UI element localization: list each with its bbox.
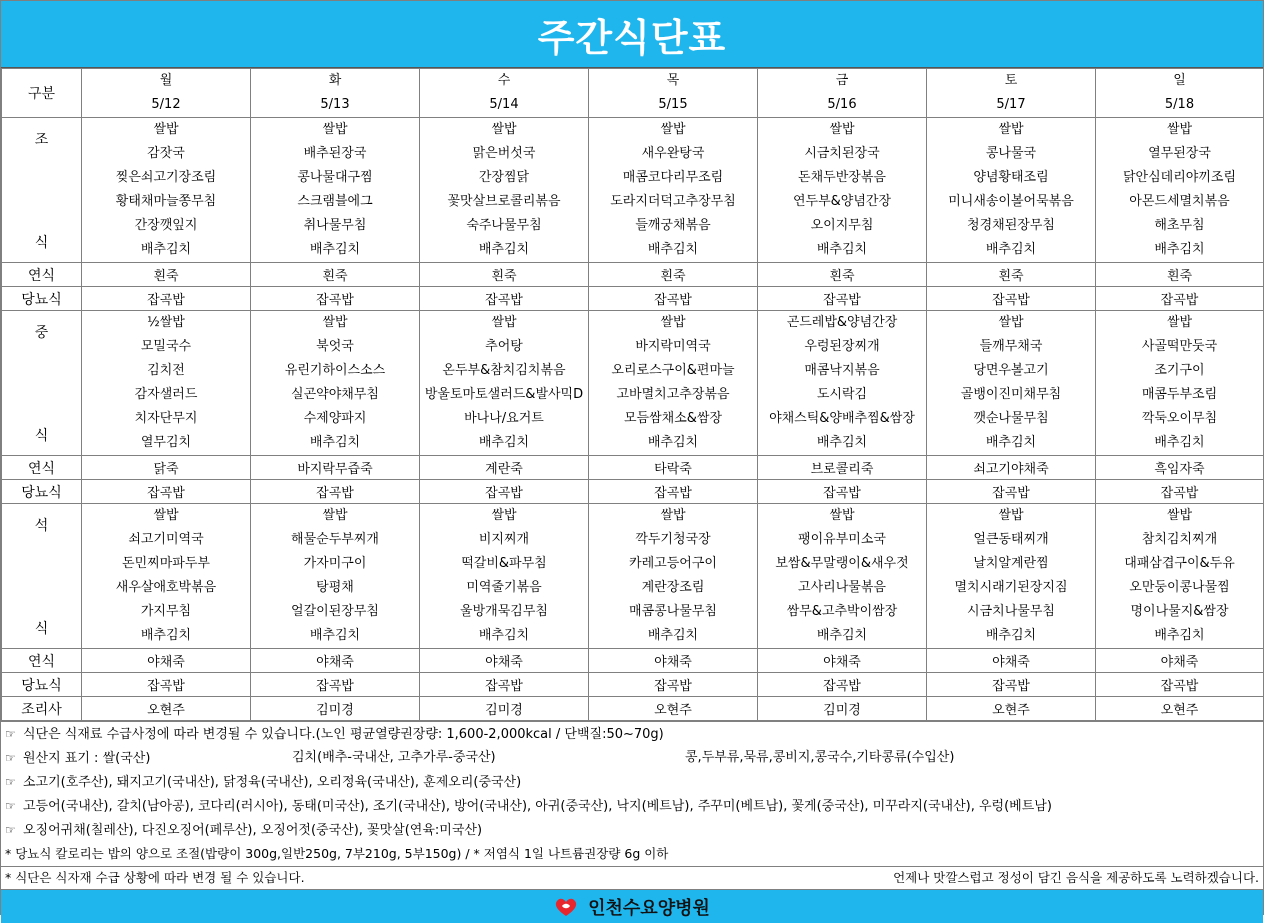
menu-item: 배추김치 <box>309 242 361 257</box>
menu-item: 돈채두반장볶음 <box>798 170 886 185</box>
note-text: 김치(배추-국내산, 고추가루-중국산) <box>292 750 496 765</box>
menu-item: 수제양파지 <box>303 411 367 426</box>
menu-item: 새우살애호박볶음 <box>115 580 217 595</box>
menu-item: 배추김치 <box>478 435 530 450</box>
menu-item: 깍둑오이무침 <box>1141 411 1218 426</box>
menu-cell <box>82 311 251 456</box>
day-date: 5/16 <box>827 97 857 112</box>
menu-item: 배추김치 <box>985 628 1037 643</box>
pointing-hand-icon: ☞ <box>5 799 16 813</box>
menu-cell <box>251 504 420 649</box>
day-header <box>927 69 1096 118</box>
menu-cell <box>927 118 1096 263</box>
breakfast-soft-row <box>2 263 1264 287</box>
meal-label-bottom: 식 <box>34 620 49 637</box>
menu-item: 황태채마늘쫑무침 <box>115 194 217 209</box>
breakfast-label <box>2 118 82 263</box>
menu-item: 쌀밥 <box>153 122 179 137</box>
diabetic-diet-item: 잡곡밥 <box>758 287 927 311</box>
meal-label-bottom: 식 <box>34 234 49 251</box>
menu-item: 대패삼겹구이&두유 <box>1124 556 1235 571</box>
note-row <box>1 794 1263 818</box>
day-header <box>82 69 251 118</box>
day-header <box>1096 69 1264 118</box>
pointing-hand-icon: ☞ <box>5 775 16 789</box>
diabetic-diet-item: 잡곡밥 <box>420 673 589 697</box>
diabetic-diet-item: 잡곡밥 <box>82 480 251 504</box>
menu-cell <box>927 504 1096 649</box>
menu-table <box>1 68 1264 721</box>
category-header: 구분 <box>2 69 82 118</box>
lunch-soft-row <box>2 456 1264 480</box>
menu-item: 배추김치 <box>309 435 361 450</box>
diabetic-diet-item: 잡곡밥 <box>758 480 927 504</box>
menu-item: 깻순나물무침 <box>973 411 1049 426</box>
cook-name: 오현주 <box>927 697 1096 721</box>
note-row <box>1 818 1263 842</box>
menu-item: 청경채된장무침 <box>967 218 1055 233</box>
menu-item: 우렁된장찌개 <box>804 339 880 354</box>
menu-cell <box>251 311 420 456</box>
menu-item: 가지무침 <box>140 604 192 619</box>
menu-item: 해물순두부찌개 <box>291 532 379 547</box>
diabetic-diet-label: 당뇨식 <box>2 480 82 504</box>
menu-item: 치자단무지 <box>134 411 198 426</box>
menu-item: 쌀밥 <box>491 508 517 523</box>
menu-item: 배추김치 <box>647 242 699 257</box>
cook-name: 김미경 <box>758 697 927 721</box>
menu-item: 배추김치 <box>140 628 192 643</box>
pointing-hand-icon: ☞ <box>5 727 16 741</box>
menu-item: 떡갈비&파무침 <box>461 556 547 571</box>
menu-item: 팽이유부미소국 <box>798 532 886 547</box>
diabetic-diet-item: 잡곡밥 <box>927 673 1096 697</box>
menu-item: 들깨무채국 <box>979 339 1043 354</box>
day-header <box>251 69 420 118</box>
diabetic-diet-item: 잡곡밥 <box>1096 287 1264 311</box>
menu-item: 쌀밥 <box>322 508 348 523</box>
footer-row <box>1 866 1263 890</box>
menu-cell <box>758 504 927 649</box>
menu-cell <box>1096 118 1264 263</box>
menu-cell <box>758 118 927 263</box>
breakfast-row <box>2 118 1264 263</box>
menu-item: 오만둥이콩나물찜 <box>1129 580 1230 595</box>
soft-diet-item: 쇠고기야채죽 <box>927 456 1096 480</box>
soft-diet-item: 브로콜리죽 <box>758 456 927 480</box>
footer-right-text: 언제나 맛깔스럽고 정성이 담긴 음식을 제공하도록 노력하겠습니다. <box>893 870 1259 885</box>
menu-item: 배추김치 <box>1154 242 1205 257</box>
cook-label: 조리사 <box>2 697 82 721</box>
menu-item: 감잣국 <box>147 146 185 161</box>
soft-diet-item: 야채죽 <box>1096 649 1264 673</box>
diabetic-diet-label: 당뇨식 <box>2 287 82 311</box>
dinner-label <box>2 504 82 649</box>
note-text: * 당뇨식 칼로리는 밥의 양으로 조절(밥량이 300g,일반250g, 7부210g, 5부150g) / * 저염식 1일 나트륨권장량 6g 이하 <box>5 846 669 861</box>
note-text: 고등어(국내산), 갈치(남아공), 코다리(러시아), 동태(미국산), 조기(국내산), 방어(국내산), 아귀(중국산), 낙지(베트남), 주꾸미(베트남), 꽃게(중국산), 미꾸라지(국내산), 우렁(베트남) <box>23 799 1052 814</box>
menu-item: 곤드레밥&양념간장 <box>786 315 898 330</box>
menu-item: 콩나물국 <box>985 146 1037 161</box>
soft-diet-item: 야채죽 <box>589 649 758 673</box>
menu-item: 들깨궁채볶음 <box>635 218 711 233</box>
menu-item: 배추김치 <box>1154 628 1205 643</box>
menu-item: 간장찜닭 <box>478 170 530 185</box>
menu-cell <box>1096 311 1264 456</box>
menu-item: 시금치나물무침 <box>967 604 1055 619</box>
menu-item: 연두부&양념간장 <box>792 194 892 209</box>
menu-item: 사골떡만둣국 <box>1141 339 1218 354</box>
day-date: 5/18 <box>1164 97 1195 112</box>
menu-item: 쌀밥 <box>1166 315 1193 330</box>
diabetic-diet-item: 잡곡밥 <box>758 673 927 697</box>
menu-item: 깍두기청국장 <box>635 532 711 547</box>
day-name: 토 <box>1004 73 1018 88</box>
cook-row <box>2 697 1264 721</box>
title-bar <box>1 1 1263 68</box>
menu-item: 쌀밥 <box>660 315 686 330</box>
soft-diet-item: 흰죽 <box>927 263 1096 287</box>
pointing-hand-icon: ☞ <box>5 751 16 765</box>
menu-item: 방울토마토샐러드&발사믹D <box>424 387 584 402</box>
pointing-hand-icon: ☞ <box>5 823 16 837</box>
diabetic-diet-item: 잡곡밥 <box>927 287 1096 311</box>
menu-item: 쌀밥 <box>322 122 348 137</box>
menu-item: 배추김치 <box>816 242 868 257</box>
day-name: 월 <box>159 73 173 88</box>
day-name: 화 <box>328 73 342 88</box>
menu-item: 고바멸치고추장볶음 <box>616 387 730 402</box>
menu-item: 얼갈이된장무침 <box>291 604 379 619</box>
menu-item: 야채스틱&양배추찜&쌈장 <box>769 411 915 426</box>
menu-item: 쌀밥 <box>1166 508 1193 523</box>
menu-cell <box>589 118 758 263</box>
menu-item: 양념황태조림 <box>973 170 1049 185</box>
diabetic-diet-label: 당뇨식 <box>2 673 82 697</box>
cook-name: 오현주 <box>589 697 758 721</box>
menu-item: 바나나/요거트 <box>464 411 544 426</box>
menu-item: 감자샐러드 <box>134 387 198 402</box>
menu-item: 새우완탕국 <box>641 146 705 161</box>
soft-diet-item: 흰죽 <box>82 263 251 287</box>
day-date: 5/12 <box>151 97 181 112</box>
menu-item: 김치전 <box>147 363 185 378</box>
lunch-row <box>2 311 1264 456</box>
menu-item: 열무김치 <box>140 435 192 450</box>
menu-item: 쌀밥 <box>660 508 686 523</box>
menu-item: 매콤두부조림 <box>1141 387 1218 402</box>
menu-item: 열무된장국 <box>1148 146 1211 161</box>
hospital-name: 인천수요양병원 <box>588 897 710 919</box>
menu-item: 돈민찌마파두부 <box>122 556 210 571</box>
day-name: 일 <box>1173 73 1186 88</box>
menu-item: 북엇국 <box>316 339 354 354</box>
dinner-row <box>2 504 1264 649</box>
menu-item: 배추김치 <box>309 628 361 643</box>
day-header <box>589 69 758 118</box>
soft-diet-item: 흰죽 <box>251 263 420 287</box>
menu-item: 해초무침 <box>1154 218 1205 233</box>
menu-item: 미니새송이볼어묵볶음 <box>948 194 1074 209</box>
menu-item: 모듬쌈채소&쌈장 <box>623 411 723 426</box>
note-row <box>1 746 1263 770</box>
menu-item: 배추김치 <box>985 242 1037 257</box>
note-text: 소고기(호주산), 돼지고기(국내산), 닭정육(국내산), 오리정육(국내산), 훈제오리(중국산) <box>23 775 522 790</box>
menu-item: 보쌈&무말랭이&새우젓 <box>775 556 909 571</box>
menu-item: 바지락미역국 <box>635 339 711 354</box>
menu-cell <box>420 504 589 649</box>
meal-label-top: 조 <box>34 131 49 148</box>
note-text: 원산지 표기 : 쌀(국산) <box>23 751 151 766</box>
hospital-logo-icon <box>554 897 578 917</box>
notes-section <box>1 721 1263 866</box>
menu-item: 취나물무침 <box>303 218 367 233</box>
diabetic-diet-item: 잡곡밥 <box>589 673 758 697</box>
diabetic-diet-item: 잡곡밥 <box>420 480 589 504</box>
diabetic-diet-item: 잡곡밥 <box>82 287 251 311</box>
menu-cell <box>420 118 589 263</box>
soft-diet-label: 연식 <box>2 263 82 287</box>
menu-item: 카레고등어구이 <box>629 556 717 571</box>
cook-name: 오현주 <box>1096 697 1264 721</box>
menu-item: 찢은쇠고기장조림 <box>115 170 217 185</box>
soft-diet-item: 바지락무즙죽 <box>251 456 420 480</box>
menu-item: 꽃맛살브로콜리볶음 <box>447 194 561 209</box>
day-header <box>758 69 927 118</box>
menu-item: 쌀밥 <box>998 122 1024 137</box>
menu-item: 탕평채 <box>316 580 354 595</box>
menu-item: 배추김치 <box>478 628 530 643</box>
menu-item: 골뱅이진미채무침 <box>960 387 1062 402</box>
menu-item: 배추김치 <box>478 242 530 257</box>
menu-item: 배추김치 <box>140 242 192 257</box>
menu-item: 시금치된장국 <box>804 146 880 161</box>
menu-item: 미역줄기볶음 <box>466 580 542 595</box>
menu-item: 명이나물지&쌈장 <box>1130 604 1229 619</box>
menu-item: 비지찌개 <box>478 532 530 547</box>
menu-item: 쌈무&고추박이쌈장 <box>786 604 898 619</box>
day-name: 금 <box>835 73 849 88</box>
menu-item: 얼큰동태찌개 <box>973 532 1049 547</box>
menu-item: 당면우볼고기 <box>973 363 1049 378</box>
menu-item: 쌀밥 <box>491 122 517 137</box>
soft-diet-item: 흰죽 <box>758 263 927 287</box>
menu-cell <box>758 311 927 456</box>
lunch-label <box>2 311 82 456</box>
menu-item: 쌀밥 <box>829 122 855 137</box>
day-name: 수 <box>497 73 511 88</box>
dinner-diabetic-row <box>2 673 1264 697</box>
menu-item: 오리로스구이&편마늘 <box>611 363 735 378</box>
menu-cell <box>251 118 420 263</box>
menu-item: 쌀밥 <box>491 315 517 330</box>
menu-item: 쌀밥 <box>829 508 855 523</box>
menu-item: 유린기하이스소스 <box>284 363 386 378</box>
lunch-diabetic-row <box>2 480 1264 504</box>
menu-item: 콩나물대구찜 <box>297 170 373 185</box>
note-text: 오징어귀채(칠레산), 다진오징어(페루산), 오징어젓(중국산), 꽃맛살(연육:미국산) <box>23 823 483 838</box>
soft-diet-label: 연식 <box>2 456 82 480</box>
menu-item: 숙주나물무침 <box>466 218 542 233</box>
soft-diet-item: 흑임자죽 <box>1096 456 1264 480</box>
soft-diet-item: 야채죽 <box>927 649 1096 673</box>
menu-cell <box>82 504 251 649</box>
menu-item: 온두부&참치김치볶음 <box>442 363 566 378</box>
menu-item: 쌀밥 <box>998 315 1024 330</box>
menu-item: 간장깻잎지 <box>134 218 198 233</box>
menu-item: 쌀밥 <box>660 122 686 137</box>
menu-item: 도라지더덕고추장무침 <box>610 194 736 209</box>
menu-item: 쌀밥 <box>153 508 179 523</box>
soft-diet-item: 야채죽 <box>420 649 589 673</box>
note-text: 콩,두부류,묵류,콩비지,콩국수,기타콩류(수입산) <box>685 750 955 765</box>
hospital-banner <box>1 890 1263 923</box>
diabetic-diet-item: 잡곡밥 <box>589 287 758 311</box>
menu-item: 배추김치 <box>816 435 868 450</box>
meal-label-top: 중 <box>34 324 49 341</box>
diabetic-diet-item: 잡곡밥 <box>82 673 251 697</box>
day-name: 목 <box>666 73 680 88</box>
menu-item: 배추김치 <box>647 628 699 643</box>
footer-left-text: * 식단은 식자재 수급 상황에 따라 변경 될 수 있습니다. <box>5 870 305 885</box>
menu-item: 배추김치 <box>1154 435 1205 450</box>
menu-item: 쌀밥 <box>998 508 1024 523</box>
menu-item: 가자미구이 <box>303 556 367 571</box>
soft-diet-item: 야채죽 <box>82 649 251 673</box>
menu-item: 닭안심데리야끼조림 <box>1122 170 1237 185</box>
soft-diet-item: 야채죽 <box>251 649 420 673</box>
soft-diet-item: 흰죽 <box>420 263 589 287</box>
soft-diet-item: 타락죽 <box>589 456 758 480</box>
soft-diet-item: 흰죽 <box>1096 263 1264 287</box>
menu-item: 조기구이 <box>1154 363 1205 378</box>
menu-item: 참치김치찌개 <box>1141 532 1218 547</box>
menu-item: 매콤코다리무조림 <box>622 170 724 185</box>
menu-item: 아몬드세멸치볶음 <box>1129 194 1230 209</box>
meal-label-top: 석 <box>34 517 49 534</box>
menu-item: 날치알계란찜 <box>973 556 1049 571</box>
day-date: 5/14 <box>489 97 519 112</box>
menu-item: 멸치시래기된장지짐 <box>954 580 1068 595</box>
diabetic-diet-item: 잡곡밥 <box>251 287 420 311</box>
dinner-soft-row <box>2 649 1264 673</box>
menu-cell <box>420 311 589 456</box>
menu-cell <box>589 311 758 456</box>
day-date: 5/13 <box>320 97 350 112</box>
menu-item: 쌀밥 <box>322 315 348 330</box>
menu-item: 맑은버섯국 <box>472 146 536 161</box>
header-row <box>2 69 1264 118</box>
menu-cell <box>82 118 251 263</box>
diabetic-diet-item: 잡곡밥 <box>1096 480 1264 504</box>
menu-cell <box>1096 504 1264 649</box>
cook-name: 김미경 <box>251 697 420 721</box>
day-header <box>420 69 589 118</box>
menu-item: 매콤콩나물무침 <box>629 604 717 619</box>
menu-item: 계란장조림 <box>641 580 705 595</box>
soft-diet-item: 계란죽 <box>420 456 589 480</box>
menu-item: 매콤낙지볶음 <box>804 363 880 378</box>
cook-name: 김미경 <box>420 697 589 721</box>
menu-item: 도시락김 <box>816 387 868 402</box>
menu-item: 배추김치 <box>647 435 699 450</box>
menu-item: 고사리나물볶음 <box>798 580 886 595</box>
menu-item: ½쌀밥 <box>147 315 185 330</box>
diabetic-diet-item: 잡곡밥 <box>251 480 420 504</box>
diabetic-diet-item: 잡곡밥 <box>927 480 1096 504</box>
soft-diet-item: 흰죽 <box>589 263 758 287</box>
soft-diet-item: 닭죽 <box>82 456 251 480</box>
menu-item: 배추김치 <box>816 628 868 643</box>
soft-diet-item: 야채죽 <box>758 649 927 673</box>
breakfast-diabetic-row <box>2 287 1264 311</box>
menu-item: 배추된장국 <box>303 146 367 161</box>
cook-name: 오현주 <box>82 697 251 721</box>
menu-item: 쌀밥 <box>1166 122 1193 137</box>
note-row <box>1 770 1263 794</box>
menu-item: 울방개묵김무침 <box>460 604 548 619</box>
menu-item: 추어탕 <box>485 339 523 354</box>
day-date: 5/15 <box>658 97 688 112</box>
page-title: 주간식단표 <box>537 15 727 60</box>
diabetic-diet-item: 잡곡밥 <box>251 673 420 697</box>
note-row <box>1 842 1263 866</box>
menu-item: 쇠고기미역국 <box>128 532 204 547</box>
day-date: 5/17 <box>996 97 1026 112</box>
diabetic-diet-item: 잡곡밥 <box>589 480 758 504</box>
menu-cell <box>927 311 1096 456</box>
meal-label-bottom: 식 <box>34 427 49 444</box>
note-text: 식단은 식재료 수급사정에 따라 변경될 수 있습니다.(노인 평균열량권장량: 1,600-2,000kcal / 단백질:50~70g) <box>23 727 664 742</box>
menu-item: 오이지무침 <box>810 218 874 233</box>
menu-item: 실곤약야채무침 <box>291 387 379 402</box>
diabetic-diet-item: 잡곡밥 <box>420 287 589 311</box>
menu-cell <box>589 504 758 649</box>
menu-item: 스크램블에그 <box>297 194 373 209</box>
menu-item: 모밀국수 <box>140 339 192 354</box>
menu-item: 배추김치 <box>985 435 1037 450</box>
note-row <box>1 722 1263 746</box>
diabetic-diet-item: 잡곡밥 <box>1096 673 1264 697</box>
soft-diet-label: 연식 <box>2 649 82 673</box>
